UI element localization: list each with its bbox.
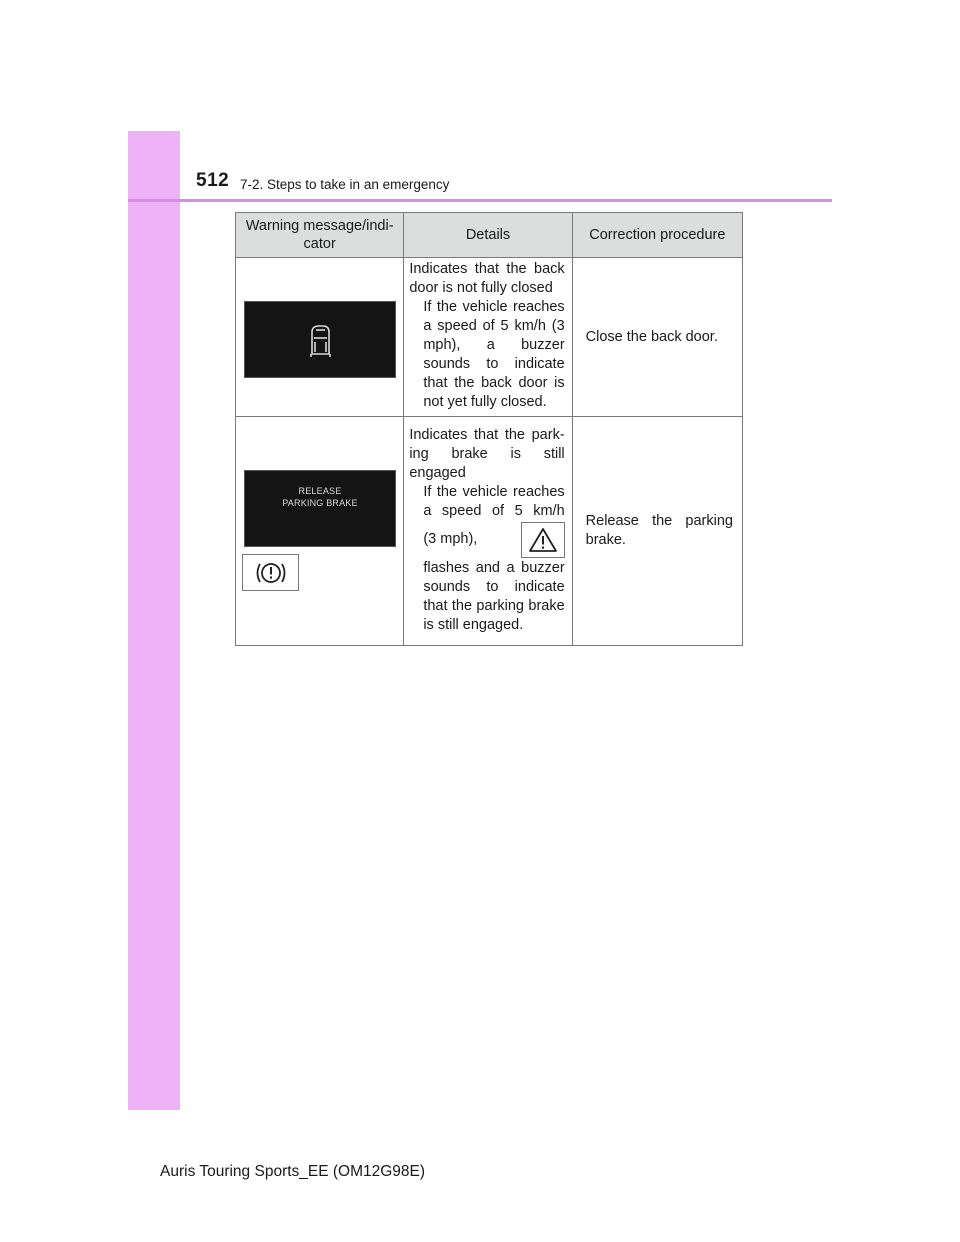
indicator-cell (236, 258, 404, 417)
master-warning-indicator (521, 522, 565, 558)
column-header-correction: Correction procedure (572, 213, 742, 258)
warning-table (235, 212, 743, 646)
details-sub-text: If the vehicle reaches a speed of 5 km/h (3 mph), a buzzer sounds to indicate that the back door is not yet fully closed. (423, 299, 565, 410)
display-text-line1: RELEASE (298, 486, 342, 496)
details-lead-text: Indicates that the park-ing brake is still engaged (409, 426, 565, 481)
column-header-warning (236, 213, 404, 258)
master-warning-icon (527, 526, 559, 554)
section-side-tab (128, 131, 180, 1110)
back-door-display (244, 301, 396, 378)
details-sub-inline-text: (3 mph), (423, 531, 478, 547)
display-text-line2: PARKING BRAKE (282, 498, 358, 508)
details-cell (404, 258, 572, 417)
table-header-row (236, 213, 743, 258)
page-number: 512 (196, 170, 230, 191)
table-row (236, 417, 743, 646)
details-sub-text-before: If the vehicle reaches a speed of 5 km/h (423, 483, 565, 519)
correction-cell: Release the parking brake. (572, 417, 742, 646)
details-sub-text-after: flashes and a buzzer sounds to indicate that the parking brake is still engaged. (423, 559, 565, 633)
details-cell (404, 417, 572, 646)
column-header-warning-text: Warning message/indi- cator (245, 217, 394, 252)
table-row (236, 258, 743, 417)
parking-brake-display (244, 470, 396, 547)
details-lead-text: Indicates that the back door is not fully closed (409, 261, 565, 296)
brake-warning-icon (251, 558, 291, 588)
footer-manual-title: Auris Touring Sports_EE (OM12G98E) (160, 1163, 426, 1180)
back-door-open-icon (245, 302, 395, 377)
column-header-details: Details (404, 213, 572, 258)
indicator-cell (236, 417, 404, 646)
correction-cell: Close the back door. (572, 258, 742, 417)
brake-warning-indicator (242, 554, 299, 591)
section-title: 7-2. Steps to take in an emergency (240, 177, 450, 192)
header-rule (128, 199, 832, 202)
